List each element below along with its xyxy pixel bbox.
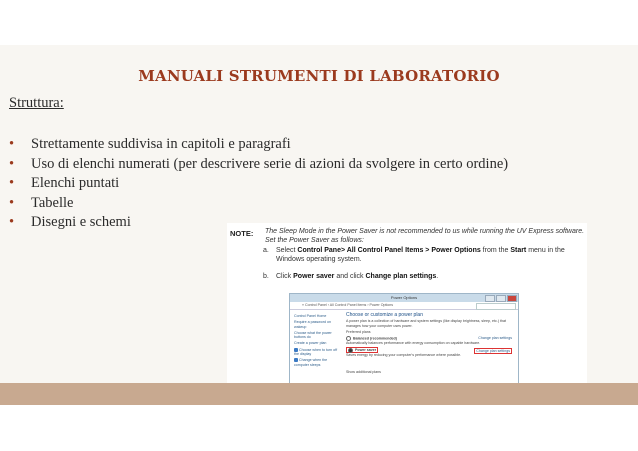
minimize-icon (485, 295, 495, 302)
step-text-pre: Select (276, 247, 298, 254)
step-b (263, 273, 583, 282)
address-bar (290, 302, 518, 310)
step-text-post: . (436, 273, 439, 280)
preferred-label: Preferred plans (346, 330, 371, 335)
plan-desc: Saves energy by reducing your computer's performance where possible. (346, 352, 462, 357)
list-item-text: Disegni e schemi (31, 214, 131, 230)
plan-name: Balanced (recommended) (353, 336, 397, 341)
bullet-icon: • (9, 175, 15, 191)
list-item-text: Uso di elenchi numerati (per descrivere serie di azioni da svolgere in certo ordine) (31, 155, 509, 172)
more-plans: Show additional plans (346, 369, 381, 374)
step-text-bold: Control Pane> All Control Panel Items > Power Options (297, 247, 481, 254)
sidebar-item: Require a password on wakeup (294, 320, 331, 329)
list-item (9, 155, 508, 175)
list-item-text: Strettamente suddivisa in capitoli e paragrafi (31, 136, 291, 152)
address-path: « Control Panel › All Control Panel Items › Power Options (302, 303, 394, 307)
sidebar-item-label: Change when the computer sleeps (294, 358, 328, 367)
search-box (476, 303, 516, 310)
bullet-icon: • (9, 194, 15, 211)
step-text-pre: Click (276, 273, 294, 280)
maximize-icon (496, 295, 506, 302)
window-heading: Choose or customize a power plan (346, 312, 423, 318)
step-text-bold: Power saver (293, 273, 335, 280)
note-label: NOTE: (230, 229, 254, 238)
plan-name: Power saver (355, 348, 377, 353)
window-titlebar (290, 294, 518, 302)
plan-desc: Automatically balances performance with energy consumption on capable hardware. (346, 340, 481, 345)
window-intro: A power plan is a collection of hardware and system settings (like display brightness, sleep, etc.) that manages how your computer uses power. (346, 319, 507, 328)
sidebar-item: Create a power plan (294, 341, 327, 346)
window-main (346, 312, 514, 374)
bullet-list (9, 135, 508, 233)
note-text: The Sleep Mode in the Power Saver is not recommended to us while running the UV Express software. Set the Power Saver as follows: (265, 228, 585, 244)
slide (0, 45, 638, 405)
manual-excerpt (227, 223, 587, 405)
list-item (9, 135, 508, 155)
bullet-icon: • (9, 214, 15, 230)
step-text (276, 273, 583, 282)
step-a (263, 247, 583, 264)
change-plan-link: Change plan settings (478, 335, 512, 340)
bullet-icon: • (9, 136, 15, 152)
list-item-text: Tabelle (31, 194, 74, 211)
sidebar-item (294, 358, 338, 367)
step-text-mid: from the (480, 247, 511, 254)
sidebar-item-label: Choose when to turn off the display (294, 347, 338, 357)
window-sidebar (294, 314, 338, 369)
step-text-mid: and click (334, 273, 366, 280)
step-text-bold2: Start (510, 247, 527, 254)
window-title: Power Options (390, 295, 418, 300)
sidebar-item: Control Panel Home (294, 314, 327, 318)
step-text-post: menu in the Windows operating system. (276, 247, 565, 263)
close-icon (507, 295, 517, 302)
display-icon (294, 348, 298, 352)
change-plan-link-highlight: Change plan settings (476, 348, 510, 353)
list-item (9, 174, 508, 194)
plan-power-saver (346, 348, 514, 356)
step-letter: a. (263, 247, 269, 254)
slide-subtitle: Struttura: (9, 95, 64, 111)
sidebar-item: Choose what the power buttons do (294, 330, 332, 340)
list-item (9, 194, 508, 214)
step-letter: b. (263, 273, 269, 280)
sleep-icon (294, 358, 298, 362)
bullet-icon: • (9, 155, 15, 172)
step-text-bold2: Change plan settings (365, 273, 437, 280)
plan-balanced (346, 336, 514, 344)
window-controls (485, 295, 517, 302)
bottom-bar (0, 383, 638, 405)
sidebar-item (294, 348, 338, 357)
list-item-text: Elenchi puntati (31, 175, 120, 191)
step-text (276, 247, 583, 264)
slide-title: MANUALI STRUMENTI DI LABORATORIO (138, 67, 500, 85)
